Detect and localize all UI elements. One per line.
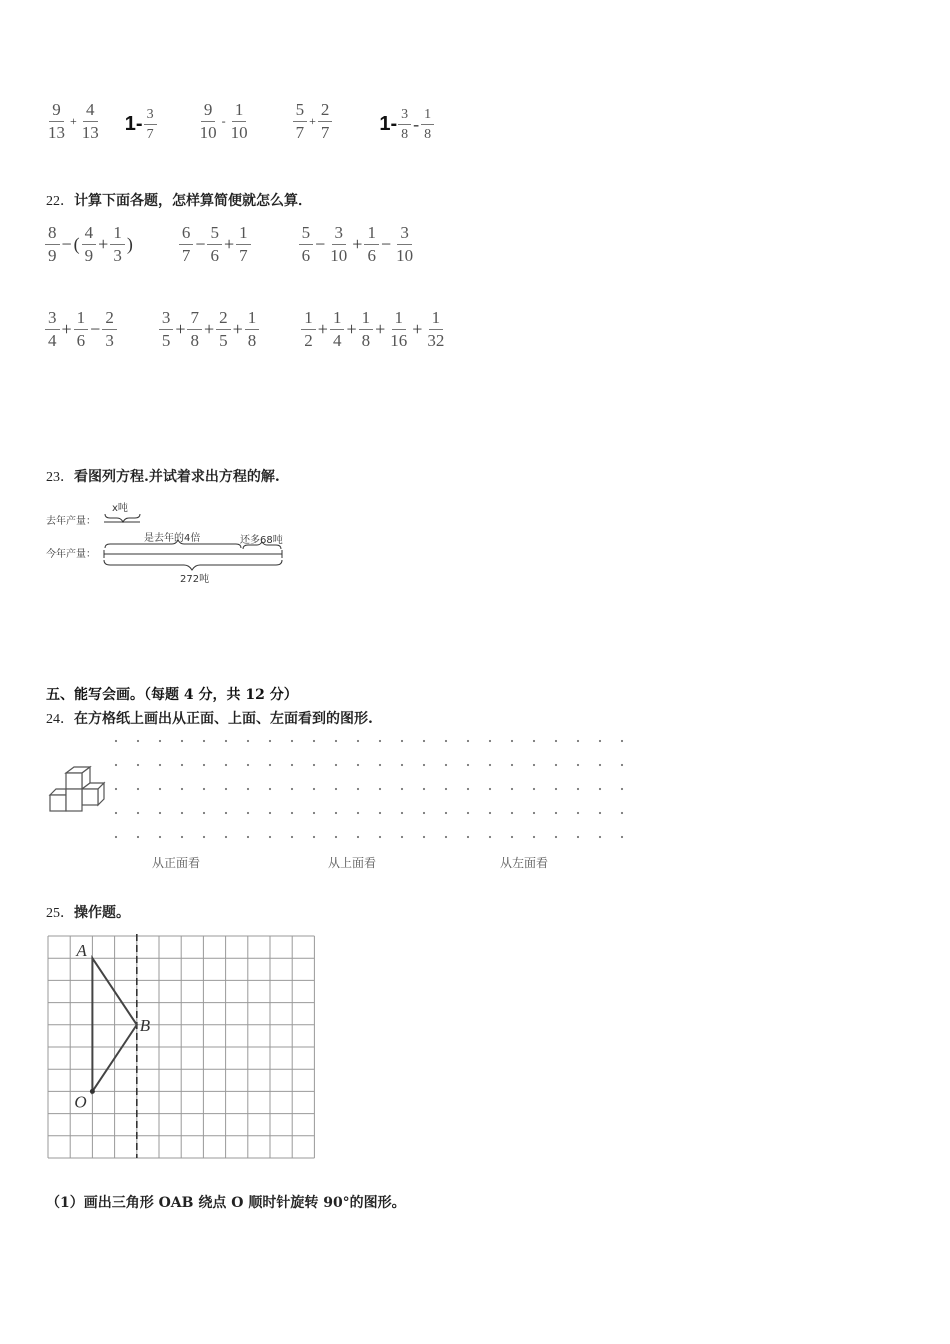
grid-dot (313, 764, 315, 766)
grid-dot (555, 740, 557, 742)
total-brace (104, 560, 282, 570)
fraction: $\frac{1}{7}$ (236, 223, 251, 266)
grid-dot (225, 836, 227, 838)
grid-dot (357, 788, 359, 790)
view-caption: 从上面看 (328, 856, 377, 870)
grid-dot (401, 740, 403, 742)
fraction: $\frac{4}{13}$ (81, 100, 99, 142)
grid-dot (489, 740, 491, 742)
fraction: $\frac{3}{10}$ (396, 223, 414, 265)
grid-dot (423, 764, 425, 766)
grid-dot (401, 836, 403, 838)
fraction: $\frac{2}{3}$ (102, 308, 117, 351)
grid-dot (511, 740, 513, 742)
fraction: $\frac{3}{4}$ (45, 308, 60, 351)
grid-dot (335, 812, 337, 814)
grid-dot (489, 764, 491, 766)
x-brace (105, 514, 140, 522)
q22-expr-3: $\frac{5}{6}$ − $\frac{3}{10}$ + $\frac{1}{6}$ − $\frac{3}{10}$ (298, 223, 417, 266)
grid-dot (599, 788, 601, 790)
fraction: $\frac{5}{7}$ (293, 100, 308, 143)
grid-dot (137, 788, 139, 790)
grid-dot (313, 812, 315, 814)
grid-dot (335, 740, 337, 742)
grid-dot (313, 836, 315, 838)
grid-dot (203, 740, 205, 742)
view-caption: 从左面看 (500, 856, 549, 870)
fraction: $\frac{7}{8}$ (187, 308, 202, 351)
point-o (90, 1089, 95, 1094)
grid-dot (423, 812, 425, 814)
grid-dot (269, 764, 271, 766)
grid-dot (577, 740, 579, 742)
grid-dot (159, 788, 161, 790)
fraction: $\frac{3}{5}$ (159, 308, 174, 351)
grid-dot (599, 836, 601, 838)
fraction: $\frac{4}{9}$ (82, 223, 97, 266)
fraction: $\frac{3}{10}$ (330, 223, 348, 265)
grid-dot (115, 740, 117, 742)
grid-dot (423, 836, 425, 838)
grid-dot (225, 764, 227, 766)
grid-dot (445, 836, 447, 838)
grid-dot (467, 740, 469, 742)
grid-dot (445, 740, 447, 742)
grid-dot (291, 788, 293, 790)
grid-dot (423, 740, 425, 742)
grid-dot (291, 812, 293, 814)
fraction: $\frac{3}{7}$ (144, 106, 157, 143)
grid-dot (313, 788, 315, 790)
grid-dot (291, 740, 293, 742)
grid-dot (533, 788, 535, 790)
grid-dot (379, 764, 381, 766)
dot-grid-paper (110, 735, 630, 875)
grid-dot (247, 836, 249, 838)
fraction: $\frac{1}{6}$ (364, 223, 379, 266)
grid-dot (445, 812, 447, 814)
fraction: $\frac{9}{13}$ (48, 100, 65, 142)
question-24-title: 24．在方格纸上画出从正面、上面、左面看到的图形. (46, 711, 373, 727)
expr-4: $\frac{5}{7}$ + $\frac{2}{7}$ (292, 100, 334, 143)
grid-dot (181, 764, 183, 766)
grid-dot (181, 836, 183, 838)
fraction: $\frac{1}{32}$ (427, 308, 445, 350)
expr-2: 1- $\frac{3}{7}$ (125, 106, 158, 143)
times-label: 是去年的4倍 (144, 533, 201, 544)
fraction: $\frac{2}{5}$ (216, 308, 231, 351)
grid-dot (621, 788, 623, 790)
view-caption: 从正面看 (152, 856, 201, 870)
fraction: $\frac{1}{16}$ (390, 308, 408, 350)
triangle-grid (46, 934, 320, 1162)
grid-dot (357, 812, 359, 814)
grid-dot (159, 836, 161, 838)
grid-dot (137, 740, 139, 742)
fraction: $\frac{1}{3}$ (110, 223, 125, 266)
grid-dot (379, 812, 381, 814)
grid-dot (291, 764, 293, 766)
grid-dot (137, 836, 139, 838)
grid-dot (467, 812, 469, 814)
grid-dot (533, 740, 535, 742)
grid-dot (445, 764, 447, 766)
grid-dot (401, 812, 403, 814)
grid-dot (357, 740, 359, 742)
grid-dot (511, 788, 513, 790)
fraction: $\frac{1}{8}$ (359, 308, 374, 351)
grid-dot (269, 812, 271, 814)
total-label: 272吨 (180, 574, 210, 585)
label-a: A (76, 941, 87, 961)
q22-row-2 (44, 308, 484, 351)
grid-dot (533, 836, 535, 838)
fraction: $\frac{1}{6}$ (74, 308, 89, 351)
grid-dot (379, 788, 381, 790)
grid-dot (379, 740, 381, 742)
expr-3: $\frac{9}{10}$ - $\frac{1}{10}$ (196, 100, 252, 143)
grid-dot (555, 788, 557, 790)
grid-dot (181, 788, 183, 790)
grid-dot (115, 836, 117, 838)
grid-dot (467, 764, 469, 766)
grid-dot (577, 764, 579, 766)
grid-dot (599, 812, 601, 814)
grid-dot (555, 812, 557, 814)
grid-dot (203, 788, 205, 790)
cube-stack-figure (46, 765, 108, 813)
grid-dot (423, 788, 425, 790)
grid-dot (247, 788, 249, 790)
grid-dot (401, 764, 403, 766)
grid-dot (247, 740, 249, 742)
grid-dot (511, 812, 513, 814)
question-23-title: 23．看图列方程.并试着求出方程的解. (46, 469, 280, 485)
x-label: x吨 (112, 503, 128, 514)
label-b: B (139, 1015, 151, 1035)
grid-dot (137, 764, 139, 766)
grid-dot (247, 764, 249, 766)
grid-dot (269, 836, 271, 838)
grid-dot (115, 764, 117, 766)
grid-dot (577, 836, 579, 838)
extra-label: 还多68吨 (240, 535, 283, 546)
fraction: $\frac{5}{6}$ (299, 223, 314, 266)
grid-dot (335, 764, 337, 766)
grid-dot (159, 764, 161, 766)
line-segment-diagram (44, 498, 304, 590)
expr-1: $\frac{9}{13}$ + $\frac{4}{13}$ (44, 100, 103, 143)
grid-dot (533, 764, 535, 766)
grid-dot (467, 788, 469, 790)
grid-dot (467, 836, 469, 838)
fraction: $\frac{5}{6}$ (207, 223, 222, 266)
grid-dot (511, 764, 513, 766)
grid-dot (533, 812, 535, 814)
grid-dot (291, 836, 293, 838)
grid-dot (445, 788, 447, 790)
grid-dot (599, 764, 601, 766)
grid-dot (203, 836, 205, 838)
grid-dot (225, 788, 227, 790)
question-22-title: 22．计算下面各题，怎样算简便就怎么算． (46, 193, 312, 209)
q22-expr-6: $\frac{1}{2}$ + $\frac{1}{4}$ + $\frac{1}{8}$ + $\frac{1}{16}$ + $\frac{1}{32}$ (300, 308, 448, 351)
grid-dot (115, 788, 117, 790)
fraction: $\frac{8}{9}$ (45, 223, 60, 266)
q22-expr-2: $\frac{6}{7}$ − $\frac{5}{6}$ + $\frac{1}{7}$ (178, 223, 252, 266)
grid-dot (335, 788, 337, 790)
grid-dot (159, 812, 161, 814)
grid-dot (181, 812, 183, 814)
grid-dot (511, 836, 513, 838)
fraction: $\frac{1}{2}$ (301, 308, 316, 351)
grid-dot (269, 788, 271, 790)
grid-dot (203, 764, 205, 766)
grid-dot (621, 836, 623, 838)
grid-dot (203, 812, 205, 814)
question-25-sub1: （1）画出三角形 OAB 绕点 O 顺时针旋转 90°的图形。 (46, 1195, 406, 1211)
fraction: $\frac{1}{8}$ (245, 308, 260, 351)
fraction-row-21 (44, 100, 471, 143)
grid-dot (621, 812, 623, 814)
grid-dot (489, 788, 491, 790)
fraction: $\frac{3}{8}$ (398, 106, 411, 143)
grid-dot (137, 812, 139, 814)
label-o: O (74, 1092, 87, 1112)
expr-5: 1- $\frac{3}{8}$ - $\frac{1}{8}$ (379, 106, 435, 143)
grid-dot (489, 836, 491, 838)
grid-dot (577, 788, 579, 790)
grid-dot (379, 836, 381, 838)
grid-dot (335, 836, 337, 838)
grid-dot (269, 740, 271, 742)
fraction: $\frac{1}{4}$ (330, 308, 345, 351)
grid-dot (357, 836, 359, 838)
grid-dot (247, 812, 249, 814)
grid-dot (489, 812, 491, 814)
grid-dot (555, 764, 557, 766)
fraction: $\frac{6}{7}$ (179, 223, 194, 266)
fraction: $\frac{2}{7}$ (318, 100, 333, 143)
grid-dot (599, 740, 601, 742)
grid-dot (181, 740, 183, 742)
question-25-title: 25．操作题。 (46, 905, 130, 921)
q22-expr-4: $\frac{3}{4}$ + $\frac{1}{6}$ − $\frac{2}{3}$ (44, 308, 118, 351)
grid-dot (159, 740, 161, 742)
this-year-label: 今年产量： (46, 549, 96, 560)
q22-expr-1: $\frac{8}{9}$ − ( $\frac{4}{9}$ + $\frac{1}{3}$ ) (44, 223, 134, 266)
section-5-title: 五、能写会画。（每题 4 分，共 12 分） (46, 687, 298, 703)
grid-dot (357, 764, 359, 766)
fraction: $\frac{1}{8}$ (421, 106, 434, 143)
grid-dot (225, 740, 227, 742)
grid-dot (621, 740, 623, 742)
grid-dot (555, 836, 557, 838)
q22-expr-5: $\frac{3}{5}$ + $\frac{7}{8}$ + $\frac{2}{5}$ + $\frac{1}{8}$ (158, 308, 260, 351)
fraction: $\frac{9}{10}$ (199, 100, 217, 142)
grid-dot (313, 740, 315, 742)
fraction: $\frac{1}{10}$ (230, 100, 248, 142)
grid-dot (621, 764, 623, 766)
grid-dot (225, 812, 227, 814)
grid-dot (115, 812, 117, 814)
q22-row-1 (44, 223, 453, 266)
grid-dot (577, 812, 579, 814)
grid-dot (401, 788, 403, 790)
last-year-label: 去年产量： (46, 516, 96, 527)
